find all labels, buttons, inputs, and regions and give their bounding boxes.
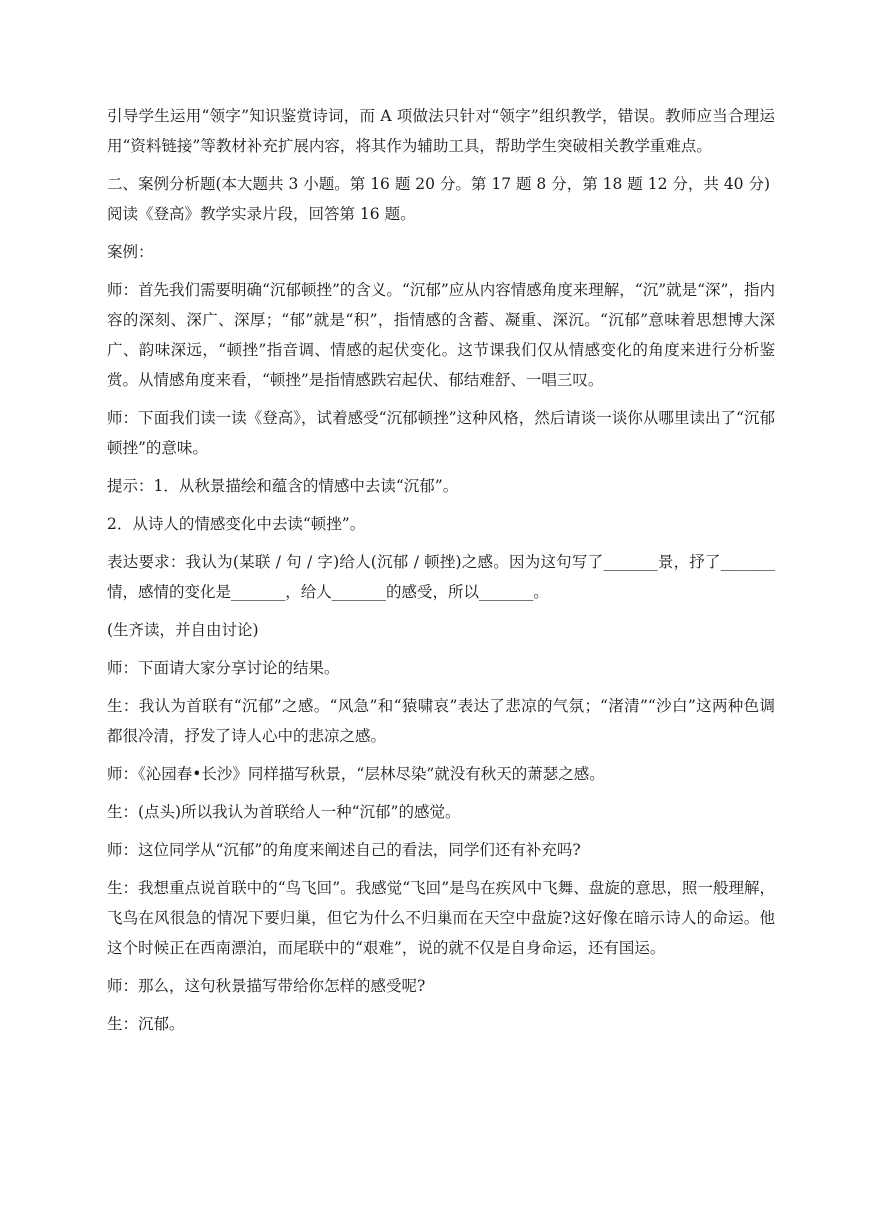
teacher-turn-4: 师：《沁园春•长沙》同样描写秋景，“层林尽染”就没有秋天的萧瑟之感。 [107, 765, 605, 783]
question-instruction: 阅读《登高》教学实录片段，回答第 16 题。 [107, 205, 416, 223]
expression-requirement: 表达要求：我认为(某联 / 句 / 字)给人(沉郁 / 顿挫)之感。因为这句写了_______景，抒了_______情，感情的变化是_______，给人_______的感受，所以_______。 [107, 553, 775, 601]
student-turn-3: 生：我想重点说首联中的“鸟飞回”。我感觉“飞回”是鸟在疾风中飞舞、盘旋的意思，照一般理解，飞鸟在风很急的情况下要归巢，但它为什么不归巢而在天空中盘旋?这好像在暗示诗人的命运。他这个时候正在西南漂泊，而尾联中的“艰难”，说的就不仅是自身命运，还有国运。 [107, 879, 775, 957]
section-heading-case-analysis: 二、案例分析题(本大题共 3 小题。第 16 题 20 分。第 17 题 8 分，第 18 题 12 分，共 40 分) [107, 175, 770, 193]
teacher-turn-3: 师：下面请大家分享讨论的结果。 [107, 659, 340, 677]
document-page [107, 101, 775, 1047]
student-turn-1: 生：我认为首联有“沉郁”之感。“风急”和“猿啸哀”表达了悲凉的气氛；“渚清”“沙白”这两种色调都很冷清，抒发了诗人心中的悲凉之感。 [107, 697, 775, 745]
student-turn-4: 生：沉郁。 [107, 1015, 185, 1033]
paragraph-explanation: 引导学生运用“领字”知识鉴赏诗词，而 A 项做法只针对“领字”组织教学，错误。教师应当合理运用“资料链接”等教材补充扩展内容，将其作为辅助工具，帮助学生突破相关教学重难点。 [107, 107, 775, 155]
teacher-turn-5: 师：这位同学从“沉郁”的角度来阐述自己的看法，同学们还有补充吗? [107, 841, 581, 859]
teacher-turn-6: 师：那么，这句秋景描写带给你怎样的感受呢? [107, 977, 426, 995]
hint-2: 2．从诗人的情感变化中去读“顿挫”。 [107, 515, 366, 533]
hint-1: 提示：1．从秋景描绘和蕴含的情感中去读“沉郁”。 [107, 477, 459, 495]
teacher-turn-1: 师：首先我们需要明确“沉郁顿挫”的含义。“沉郁”应从内容情感角度来理解，“沉”就是“深”，指内容的深刻、深广、深厚；“郁”就是“积”，指情感的含蓄、凝重、深沉。“沉郁”意味着思想博大深广、韵味深远，“顿挫”指音调、情感的起伏变化。这节课我们仅从情感变化的角度来进行分析鉴赏。从情感角度来看，“顿挫”是指情感跌宕起伏、郁结难舒、一唱三叹。 [107, 281, 775, 389]
case-label: 案例： [107, 243, 154, 261]
teacher-turn-2: 师：下面我们读一读《登高》，试着感受“沉郁顿挫”这种风格，然后请谈一谈你从哪里读出了“沉郁顿挫”的意味。 [107, 409, 775, 457]
student-turn-2: 生：(点头)所以我认为首联给人一种“沉郁”的感觉。 [107, 803, 461, 821]
stage-direction: (生齐读，并自由讨论) [107, 621, 259, 639]
